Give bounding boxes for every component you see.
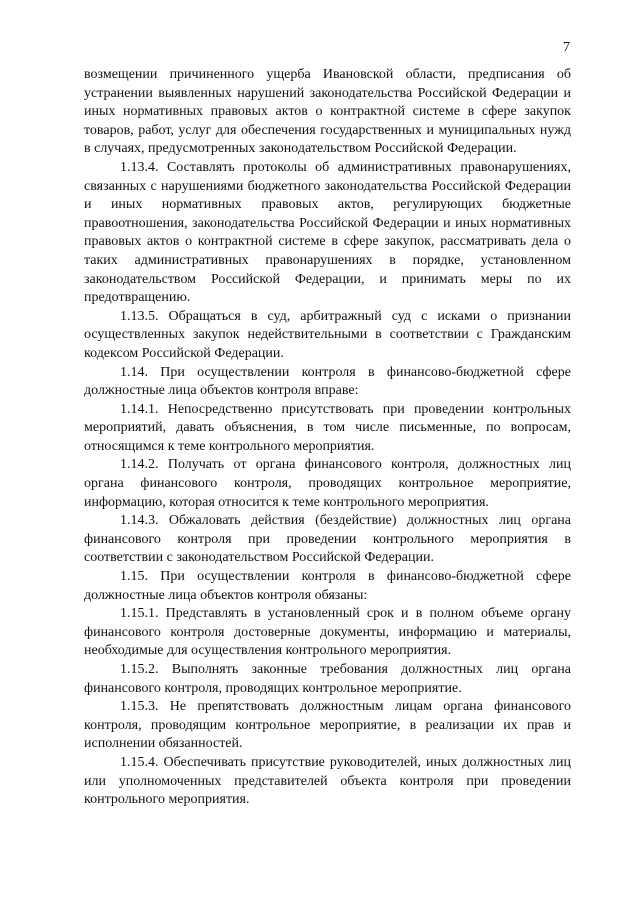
paragraph-continuation: возмещении причиненного ущерба Ивановской области, предписания об устранении выявленных нарушений законодательства Российской Федерации и иных нормативных правовых актов о контрактной системе в сфере закупок товаров, работ, услуг для обеспечения государственных и муниципальных нужд в случаях, предусмотренных законодательством Российской Федерации. — [84, 67, 571, 157]
paragraph-1-14-3: 1.14.3. Обжаловать действия (бездействие) должностных лиц органа финансового контроля при проведении контрольного мероприятия в соответствии с законодательством Российской Федерации. — [84, 513, 571, 566]
paragraph-1-15-3: 1.15.3. Не препятствовать должностным лицам органа финансового контроля, проводящим контрольное мероприятие, в реализации их прав и исполнении обязанностей. — [84, 699, 571, 752]
paragraph-1-15-4: 1.15.4. Обеспечивать присутствие руководителей, иных должностных лиц или уполномоченных представителей объекта контроля при проведении контрольного мероприятия. — [84, 754, 571, 808]
paragraph-1-13-4: 1.13.4. Составлять протоколы об административных правонарушениях, связанных с нарушениями бюджетного законодательства Российской Федерации и иных нормативных правовых актов, регулирующих бюджетные правоотношения, законодательства Российской Федерации и иных нормативных правовых актов о контрактной системе в сфере закупок, рассматривать дела о таких административных правонарушениях в порядке, установленном законодательством Российской Федерации, и принимать меры по их предотвращению. — [84, 159, 571, 306]
paragraph-1-14-1: 1.14.1. Непосредственно присутствовать при проведении контрольных мероприятий, давать объяснения, в том числе письменные, по вопросам, относящимся к теме контрольного мероприятия. — [84, 401, 571, 454]
paragraph-1-15-2: 1.15.2. Выполнять законные требования должностных лиц органа финансового контроля, проводящих контрольное мероприятие. — [84, 662, 571, 696]
document-body — [84, 66, 571, 810]
paragraph-1-15: 1.15. При осуществлении контроля в финансово-бюджетной сфере должностные лица объектов контроля обязаны: — [84, 569, 571, 603]
paragraph-1-14-2: 1.14.2. Получать от органа финансового контроля, должностных лиц органа финансового контроля, проводящих контрольное мероприятие, информацию, которая относится к теме контрольного мероприятия. — [84, 457, 571, 510]
paragraph-1-14: 1.14. При осуществлении контроля в финансово-бюджетной сфере должностные лица объектов контроля вправе: — [84, 364, 571, 399]
paragraph-1-13-5: 1.13.5. Обращаться в суд, арбитражный суд с исками о признании осуществленных закупок недействительными в соответствии с Гражданским кодексом Российской Федерации. — [84, 308, 571, 361]
page-number: 7 — [563, 40, 570, 55]
paragraph-1-15-1: 1.15.1. Представлять в установленный срок и в полном объеме органу финансового контроля достоверные документы, информацию и материалы, необходимые для осуществления контрольного мероприятия. — [84, 606, 571, 659]
